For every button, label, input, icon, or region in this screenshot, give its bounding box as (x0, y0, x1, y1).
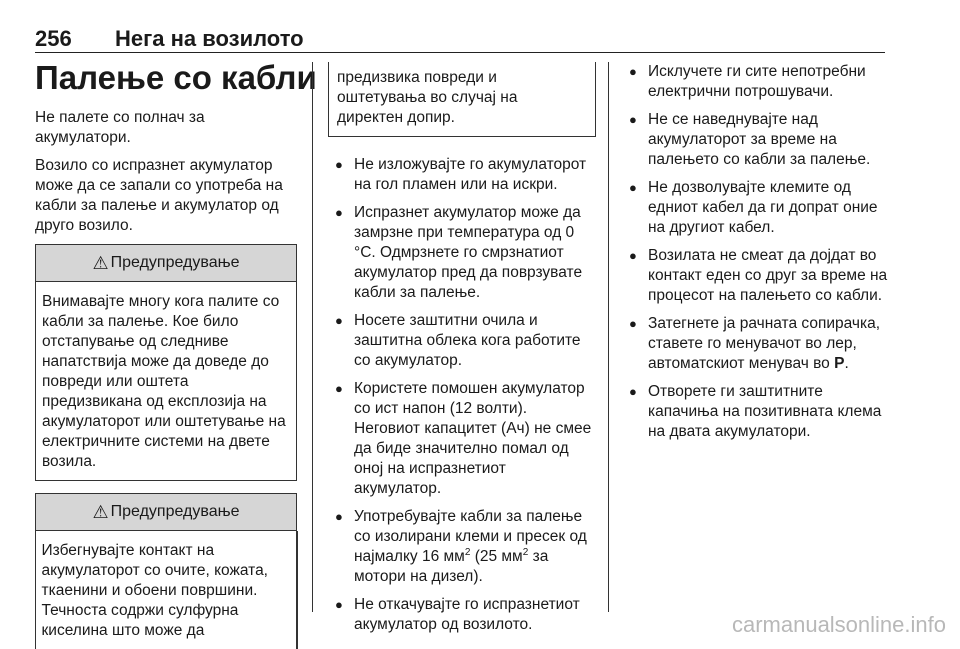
column-divider-2 (608, 62, 609, 612)
column-2 (328, 62, 596, 643)
bullet-icon: ● (629, 248, 637, 263)
list-item: ● Исклучете ги сите непотребни електрични потрошувачи. (629, 63, 866, 100)
warning-heading-1 (36, 245, 296, 282)
warning-heading-text: Предупредување (110, 254, 240, 271)
list-item: ● Употребувајте кабли за палење со изолирани клеми и пресек од најмалку 16 $мм^2$ (25 $мм^2$ за мотори на дизел). (335, 508, 587, 585)
bullet-icon: ● (335, 205, 343, 220)
bullet-icon: ● (335, 381, 343, 396)
list-item: ● Не дозволувајте клемите од едниот кабел да ги допрат оние на другиот кабел. (629, 179, 878, 236)
running-title: Нега на возилото (115, 26, 304, 51)
list-item: ● Возилата не смеат да дојдат во контакт еден со друг за време на процесот на палењето со кабли. (629, 247, 888, 304)
intro-paragraph-2: Возило со испразнет акумулатор може да се запали со употреба на кабли за палење и акумулатор од друго возило. (35, 157, 283, 234)
column-divider-1 (312, 62, 313, 612)
page-title: Палење со кабли (35, 59, 317, 96)
bullet-icon: ● (629, 180, 637, 195)
bullet-icon: ● (629, 112, 637, 127)
warning-box-2 (35, 493, 297, 649)
warning-text-1: Внимавајте многу кога палите со кабли за палење. Кое било отстапување од следниве напатствија може да доведе до повреди или оштета предизвикана од експлозија на акумулаторот или оштетување на електричните системи на двете возила. (42, 293, 286, 470)
bullet-icon: ● (335, 313, 343, 328)
list-item: ● Не изложувајте го акумулаторот на гол пламен или на искри. (335, 156, 587, 193)
intro-paragraph-1: Не палете со полнач за акумулатори. (35, 109, 205, 146)
page-number: 256 (35, 26, 72, 51)
warning-triangle-icon: ⚠ (92, 253, 109, 273)
warning-box-2-continuation: предизвика повреди и оштетувања во случај на директен допир. (328, 62, 596, 137)
list-item: ● Отворете ги заштитните капачиња на позитивната клема на двата акумулатори. (629, 383, 882, 440)
warning-box-1 (35, 244, 297, 481)
warning-text-2: Избегнувајте контакт на акумулаторот со очите, кожата, ткаенини и обоени површини. Течноста содржи сулфурна киселина што може да (35, 531, 298, 649)
column-1 (35, 108, 297, 649)
list-item: ● Не откачувајте го испразнетиот акумулатор од возилото. (335, 596, 580, 633)
bullet-icon: ● (335, 157, 343, 172)
precautions-list (328, 155, 596, 635)
watermark: carmanualsonline.info (731, 612, 946, 637)
bullet-icon: ● (629, 384, 637, 399)
warning-heading-2 (36, 494, 296, 531)
bullet-icon: ● (335, 597, 343, 612)
bullet-icon: ● (629, 64, 637, 79)
column-3 (622, 62, 892, 450)
list-item: ● Користете помошен акумулатор со ист напон (12 волти). Неговиот капацитет (Ач) не смее да биде значително помал од оној на испразнетиот акумулатор. (335, 380, 592, 497)
precautions-list-continued (622, 62, 892, 442)
list-item: ● Испразнет акумулатор може да замрзне при температура од 0 °C. Одмрзнете го смрзнатиот акумулатор пред да поврзувате кабли за палење. (335, 204, 583, 301)
page-header (35, 26, 885, 53)
bullet-icon: ● (629, 316, 637, 331)
warning-triangle-icon: ⚠ (92, 502, 109, 522)
list-item: ● Носете заштитни очила и заштитна облека кога работите со акумулатор. (335, 312, 581, 369)
warning-heading-text: Предупредување (110, 503, 240, 520)
list-item: ● Не се наведнувајте над акумулаторот за време на палењето со кабли за палење. (629, 111, 871, 168)
bullet-icon: ● (335, 509, 343, 524)
list-item: ● Затегнете ја рачната сопирачка, ставете го менувачот во лер, автоматскиот менувач во P. (629, 315, 881, 372)
